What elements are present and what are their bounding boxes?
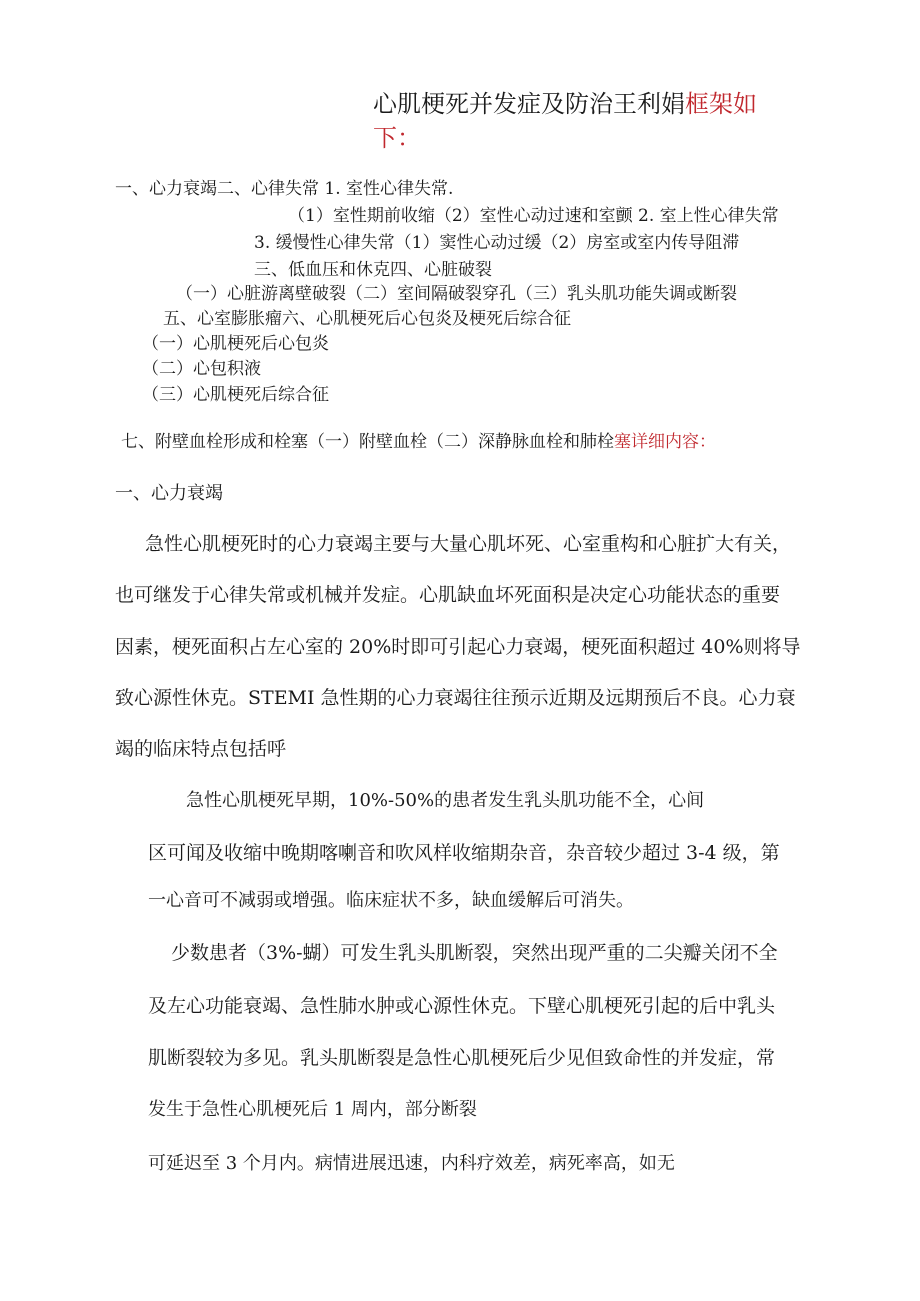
outline-line: （一）心脏游离壁破裂（二）室间隔破裂穿孔（三）乳头肌功能失调或断裂 [176, 284, 737, 304]
paragraph-line: 因素，梗死面积占左心室的 20%时即可引起心力衰竭，梗死面积超过 40%则将导 [115, 636, 801, 658]
outline-line: （1）室性期前收缩（2）室性心动过速和室颤 2. 室上性心律失常 [288, 206, 779, 226]
paragraph-line: 也可继发于心律失常或机械并发症。心肌缺血坏死面积是决定心功能状态的重要 [115, 584, 781, 606]
paragraph-line: 急性心肌梗死时的心力衰竭主要与大量心肌坏死、心室重构和心脏扩大有关， [145, 533, 792, 555]
outline-line: （二）心包积液 [142, 359, 261, 379]
section-heading: 一、心力衰竭 [115, 483, 223, 504]
paragraph-line: 肌断裂较为多见。乳头肌断裂是急性心肌梗死后少见但致命性的并发症，常 [148, 1047, 776, 1069]
document-title [373, 88, 757, 120]
paragraph-line: 区可闻及收缩中晚期喀喇音和吹风样收缩期杂音，杂音较少超过 3-4 级，第 [148, 842, 780, 864]
paragraph-line: 及左心功能衰竭、急性肺水肿或心源性休克。下壁心肌梗死引起的后中乳头 [148, 995, 776, 1017]
paragraph-line: 急性心肌梗死早期，10%-50%的患者发生乳头肌功能不全，心间 [186, 790, 705, 811]
paragraph-line: 发生于急性心肌梗死后 1 周内，部分断裂 [148, 1099, 477, 1120]
title-red-text: 框架如 [685, 90, 757, 118]
paragraph-line: 可延迟至 3 个月内。病情进展迅速，内科疗效差，病死率高，如无 [148, 1153, 675, 1174]
paragraph-line: 致心源性休克。STEMI 急性期的心力衰竭往往预示近期及远期预后不良。心力衰 [115, 687, 796, 709]
outline-line: 五、心室膨胀瘤六、心肌梗死后心包炎及梗死后综合征 [163, 309, 571, 329]
paragraph-line: 少数患者（3%-蝴）可发生乳头肌断裂，突然出现严重的二尖瓣关闭不全 [171, 942, 778, 964]
title-text: 心肌梗死并发症及防治王利娟 [373, 90, 685, 118]
outline-line: （三）心肌梗死后综合征 [142, 385, 329, 405]
outline-line-last [121, 431, 716, 453]
paragraph-line: 竭的临床特点包括呼 [115, 738, 287, 760]
outline-line: （一）心肌梗死后心包炎 [142, 334, 329, 354]
paragraph-line: 一心音可不减弱或增强。临床症状不多，缺血缓解后可消失。 [148, 890, 634, 911]
outline-last-red-text: 塞详细内容： [614, 432, 716, 452]
outline-line: 一、心力衰竭二、心律失常 1. 室性心律失常. [115, 179, 454, 199]
outline-line: 3. 缓慢性心律失常（1）窦性心动过缓（2）房室或室内传导阻滞 [254, 233, 740, 253]
title-continuation: 下： [373, 124, 421, 152]
outline-line: 三、低血压和休克四、心脏破裂 [254, 260, 492, 280]
outline-last-text: 七、附壁血栓形成和栓塞（一）附壁血栓（二）深静脉血栓和肺栓 [121, 432, 614, 452]
